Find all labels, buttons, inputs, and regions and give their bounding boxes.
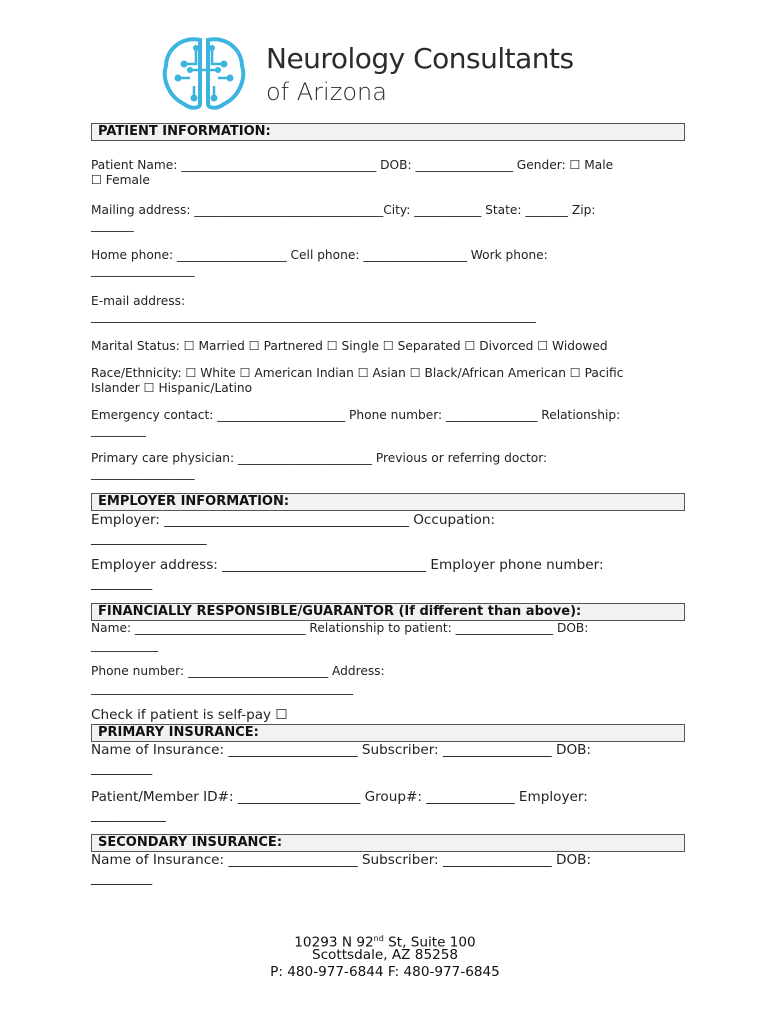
section-heading-employer-info: EMPLOYER INFORMATION: — [91, 493, 685, 511]
form-line: _________ — [91, 760, 153, 776]
form-line: Employer: ____________________________________ Occupation: — [91, 512, 496, 528]
form-line: Home phone: __________________ Cell phone: _________________ Work phone: — [91, 248, 548, 262]
org-name-line1: Neurology Consultants — [266, 42, 574, 75]
form-line: _________ — [91, 423, 146, 437]
form-line: Primary care physician: ______________________ Previous or referring doctor: — [91, 451, 548, 465]
form-line: Emergency contact: _____________________ Phone number: _______________ Relationship: — [91, 408, 621, 422]
brain-circuit-icon — [160, 34, 248, 112]
section-heading-patient-info: PATIENT INFORMATION: — [91, 123, 685, 141]
form-line: _________________ — [91, 530, 207, 546]
form-line: _________________________________________________________________________ — [91, 309, 536, 323]
form-line: Race/Ethnicity: ☐ White ☐ American Indian ☐ Asian ☐ Black/African American ☐ Pacific — [91, 366, 624, 380]
section-heading-secondary-insurance: SECONDARY INSURANCE: — [91, 834, 685, 852]
form-line: Mailing address: _______________________________City: ___________ State: _______ Zip: — [91, 203, 596, 217]
form-line: Name of Insurance: ___________________ Subscriber: ________________ DOB: — [91, 742, 592, 758]
form-line: Name of Insurance: ___________________ Subscriber: ________________ DOB: — [91, 852, 592, 868]
footer-phone-line: P: 480-977-6844 F: 480-977-6845 — [270, 964, 500, 980]
org-name-line2: of Arizona — [266, 78, 387, 106]
form-line: _________ — [91, 870, 153, 886]
form-line: ___________ — [91, 807, 166, 823]
form-line: Patient/Member ID#: __________________ Group#: _____________ Employer: — [91, 789, 588, 805]
form-line: E-mail address: — [91, 294, 186, 308]
form-line: Patient Name: ________________________________ DOB: ________________ Gender: ☐ Male — [91, 158, 614, 172]
footer-address-line2: Scottsdale, AZ 85258 — [311, 947, 459, 963]
form-line: Marital Status: ☐ Married ☐ Partnered ☐ Single ☐ Separated ☐ Divorced ☐ Widowed — [91, 339, 608, 353]
form-line: _________________ — [91, 466, 195, 480]
self-pay-checkbox[interactable]: Check if patient is self-pay ☐ — [91, 707, 288, 723]
section-heading-guarantor: FINANCIALLY RESPONSIBLE/GUARANTOR (If different than above): — [91, 603, 685, 621]
form-line: _______ — [91, 218, 134, 232]
section-heading-primary-insurance: PRIMARY INSURANCE: — [91, 724, 685, 742]
form-line: Phone number: _______________________ Address: — [91, 664, 385, 678]
form-line: ___________________________________________ — [91, 681, 354, 695]
footer-address-line1: 10293 N 92nd St, Suite 100 — [294, 934, 476, 951]
form-line: ☐ Female — [91, 173, 150, 187]
form-line: Islander ☐ Hispanic/Latino — [91, 381, 253, 395]
form-line: Employer address: ______________________________ Employer phone number: — [91, 557, 604, 573]
form-line: _________ — [91, 575, 153, 591]
form-line: _________________ — [91, 263, 195, 277]
form-line: ___________ — [91, 638, 159, 652]
form-line: Name: ____________________________ Relationship to patient: ________________ DOB: — [91, 621, 589, 635]
